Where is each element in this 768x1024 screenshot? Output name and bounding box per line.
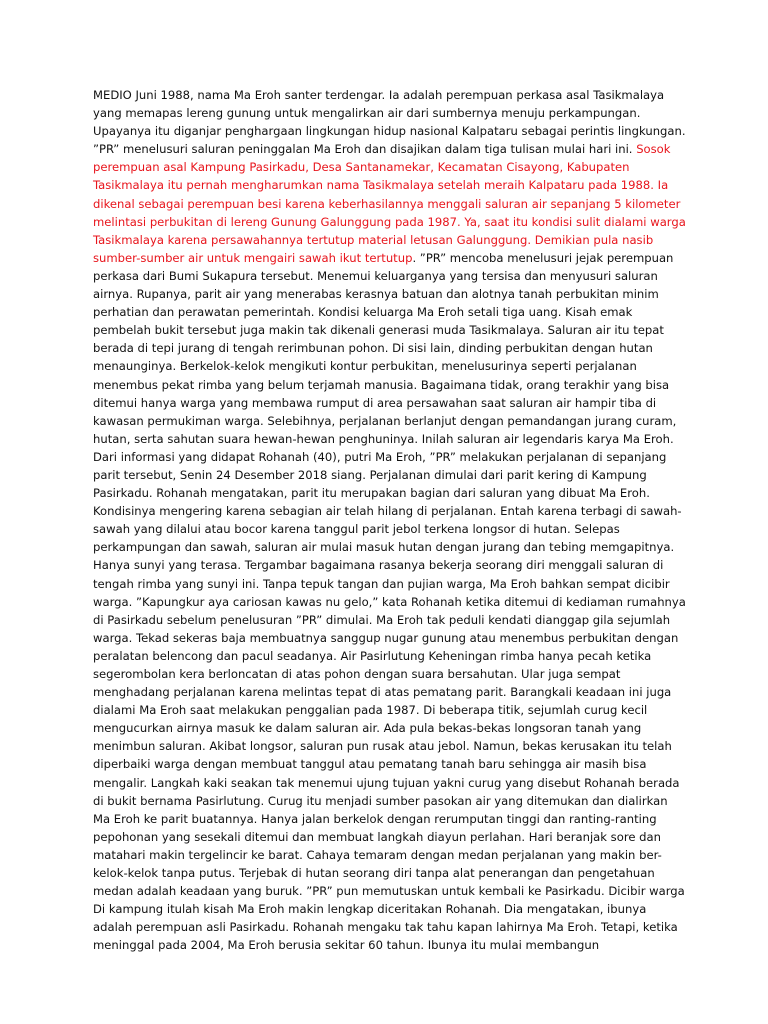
document-page bbox=[93, 86, 687, 955]
article-paragraph bbox=[93, 86, 687, 955]
article-highlighted-passage: Sosok perempuan asal Kampung Pasirkadu, Desa Santanamekar, Kecamatan Cisayong, Kabupaten Tasikmalaya itu pernah mengharumkan nama Tasikmalaya setelah meraih Kalpataru pada 1988. Ia dikenal sebagai perempuan besi karena keberhasilannya menggali saluran air sepanjang 5 kilometer melintasi perbukitan di lereng Gunung Galunggung pada 1987. Ya, saat itu kondisi sulit dialami warga Tasikmalaya karena persawahannya tertutup material letusan Galunggung. Demikian pula nasib sumber-sumber air untuk mengairi sawah ikut tertutup bbox=[93, 142, 686, 265]
article-intro: MEDIO Juni 1988, nama Ma Eroh santer terdengar. Ia adalah perempuan perkasa asal Tasikmalaya yang memapas lereng gunung untuk mengalirkan air dari sumbernya menuju perkampungan. Upayanya itu diganjar penghargaan lingkungan hidup nasional Kalpataru sebagai perintis lingkungan. ”PR” menelusuri saluran peninggalan Ma Eroh dan disajikan dalam tiga tulisan mulai hari ini. bbox=[93, 88, 686, 157]
article-body: . ”PR” mencoba menelusuri jejak perempuan perkasa dari Bumi Sukapura tersebut. Menemui keluarganya yang tersisa dan menyusuri saluran airnya. Rupanya, parit air yang menerabas kerasnya batuan dan alotnya tanah perbukitan minim perhatian dan perawatan pemerintah. Kondisi keluarga Ma Eroh setali tiga uang. Kisah emak pembelah bukit tersebut juga makin tak dikenali generasi muda Tasikmalaya. Saluran air itu tepat berada di tepi jurang di tengah rerimbunan pohon. Di sisi lain, dinding perbukitan dengan hutan menaunginya. Berkelok-kelok mengikuti kontur perbukitan, menelusurinya seperti perjalanan menembus pekat rimba yang belum terjamah manusia. Bagaimana tidak, orang terakhir yang bisa ditemui hanya warga yang membawa rumput di area persawahan saat saluran air hampir tiba di kawasan permukiman warga. Selebihnya, perjalanan berlanjut dengan pemandangan jurang curam, hutan, serta sahutan suara hewan-hewan penghuninya. Inilah saluran air legendaris karya Ma Eroh. Dari informasi yang didapat Rohanah (40), putri Ma Eroh, ”PR” melakukan perjalanan di sepanjang parit tersebut, Senin 24 Desember 2018 siang. Perjalanan dimulai dari parit kering di Kampung Pasirkadu. Rohanah mengatakan, parit itu merupakan bagian dari saluran yang dibuat Ma Eroh. Kondisinya mengering karena sebagian air telah hilang di perjalanan. Entah karena terbagi di sawah-sawah yang dilalui atau bocor karena tanggul parit jebol terkena longsor di hutan. Selepas perkampungan dan sawah, saluran air mulai masuk hutan dengan jurang dan tebing memgapitnya. Hanya sunyi yang terasa. Tergambar bagaimana rasanya bekerja seorang diri menggali saluran di tengah rimba yang sunyi ini. Tanpa tepuk tangan dan pujian warga, Ma Eroh bahkan sempat dicibir warga. ”Kapungkur aya cariosan kawas nu gelo,” kata Rohanah ketika ditemui di kediaman rumahnya di Pasirkadu sebelum penelusuran ”PR” dimulai. Ma Eroh tak peduli kendati dianggap gila sejumlah warga. Tekad sekeras baja membuatnya sanggup nugar gunung atau menembus perbukitan dengan peralatan belencong dan pacul seadanya. Air Pasirlutung Keheningan rimba hanya pecah ketika segerombolan kera berloncatan di atas pohon dengan suara bersahutan. Ular juga sempat menghadang perjalanan karena melintas tepat di atas pematang parit. Barangkali keadaan ini juga dialami Ma Eroh saat melakukan penggalian pada 1987. Di beberapa titik, sejumlah curug kecil mengucurkan airnya masuk ke dalam saluran air. Ada pula bekas-bekas longsoran tanah yang menimbun saluran. Akibat longsor, saluran pun rusak atau jebol. Namun, bekas kerusakan itu telah diperbaiki warga dengan membuat tanggul atau pematang tanah baru sehingga air masih bisa mengalir. Langkah kaki seakan tak menemui ujung tujuan yakni curug yang disebut Rohanah berada di bukit bernama Pasirlutung. Curug itu menjadi sumber pasokan air yang ditemukan dan dialirkan Ma Eroh ke parit buatannya. Hanya jalan berkelok dengan rerumputan tinggi dan ranting-ranting pepohonan yang sesekali ditemui dan membuat langkah diayun perlahan. Hari beranjak sore dan matahari makin tergelincir ke barat. Cahaya temaram dengan medan perjalanan yang makin ber-kelok-kelok tanpa putus. Terjebak di hutan seorang diri tanpa alat penerangan dan pengetahuan medan adalah keadaan yang buruk. ”PR” pun memutuskan untuk kembali ke Pasirkadu. Dicibir warga Di kampung itulah kisah Ma Eroh makin lengkap diceritakan Rohanah. Dia mengatakan, ibunya adalah perempuan asli Pasirkadu. Rohanah mengaku tak tahu kapan lahirnya Ma Eroh. Tetapi, ketika meninggal pada 2004, Ma Eroh berusia sekitar 60 tahun. Ibunya itu mulai membangun bbox=[93, 250, 686, 953]
